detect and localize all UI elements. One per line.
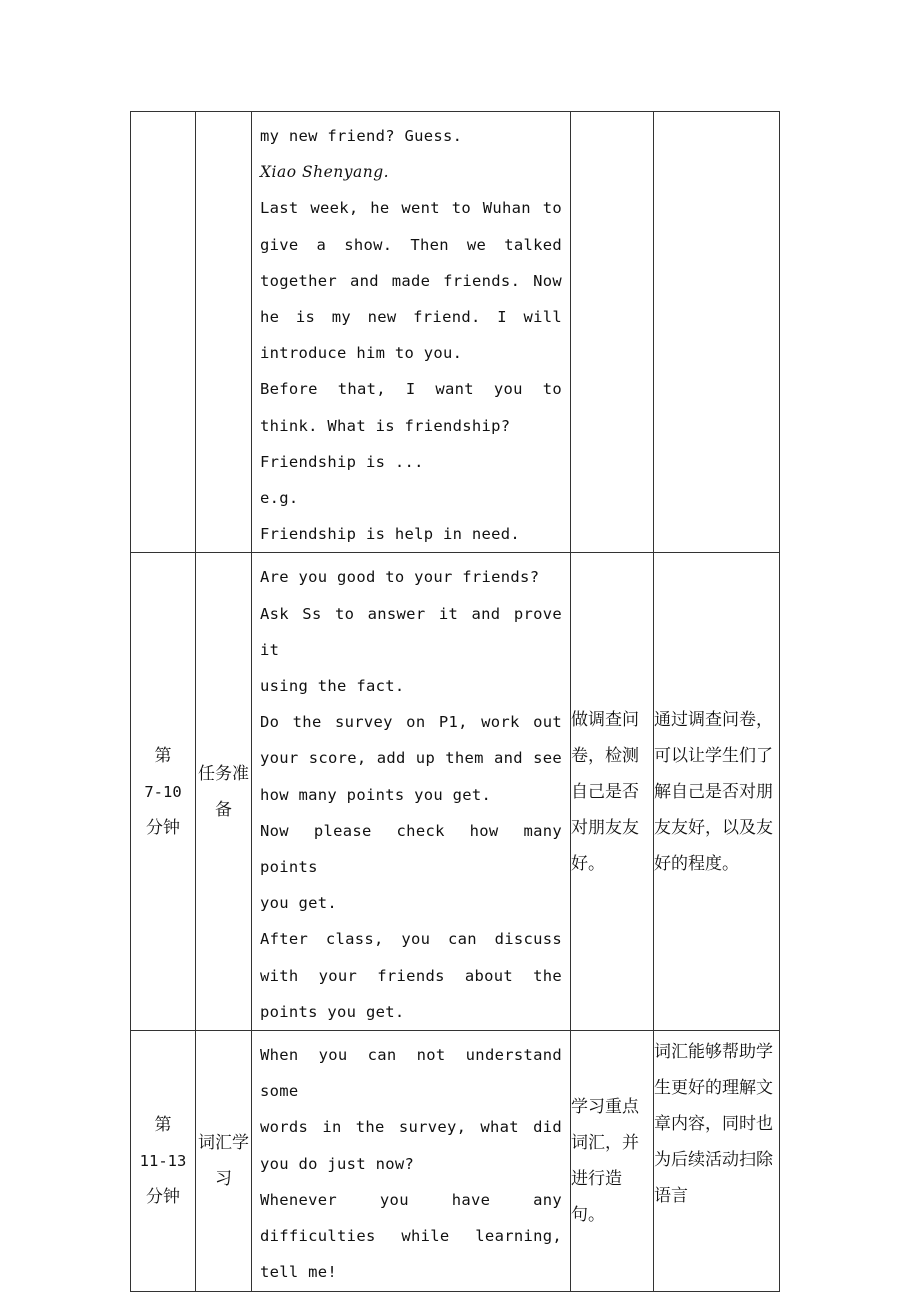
content-line: you do just now? — [260, 1154, 415, 1173]
content-line: using the fact. — [260, 677, 405, 696]
table-row — [131, 1031, 780, 1291]
time-prefix: 第 — [154, 1114, 172, 1135]
time-unit: 分钟 — [146, 817, 180, 838]
content-line: Do the survey on P1, work out — [260, 713, 562, 732]
activity-cell — [571, 112, 654, 553]
content-line: words in the survey, what did — [260, 1118, 562, 1137]
time-cell — [131, 112, 196, 553]
time-unit: 分钟 — [146, 1186, 180, 1207]
content-line: tell me! — [260, 1263, 338, 1282]
time-range: 7-10 — [144, 782, 182, 801]
content-line: difficulties while learning, — [260, 1227, 562, 1246]
time-cell — [131, 553, 196, 1031]
content-line: Friendship is help in need. — [260, 525, 521, 544]
content-line: you get. — [260, 894, 338, 913]
activity-cell: 学习重点词汇，并进行造句。 — [571, 1031, 654, 1291]
time-prefix: 第 — [154, 745, 172, 766]
content-cell — [252, 553, 571, 1031]
purpose-cell: 通过调查问卷，可以让学生们了解自己是否对朋友友好，以及友好的程度。 — [654, 553, 780, 1031]
content-line: think. What is friendship? — [260, 416, 511, 435]
table-row — [131, 553, 780, 1031]
lesson-plan-table — [130, 111, 780, 1292]
stage-cell — [196, 112, 252, 553]
content-line: points you get. — [260, 1002, 405, 1021]
content-line: Now please check how many points — [260, 821, 562, 877]
content-line: Xiao Shenyang. — [260, 163, 390, 182]
content-line: your score, add up them and see — [260, 749, 562, 768]
content-cell — [252, 112, 571, 553]
stage-cell: 词汇学习 — [196, 1031, 252, 1291]
activity-cell: 做调查问卷，检测自己是否对朋友友好。 — [571, 553, 654, 1031]
content-line: together and made friends. Now — [260, 271, 562, 290]
table-row — [131, 112, 780, 553]
time-cell — [131, 1031, 196, 1291]
stage-cell: 任务准备 — [196, 553, 252, 1031]
content-line: e.g. — [260, 489, 299, 508]
content-line: he is my new friend. I will — [260, 308, 562, 327]
content-line: introduce him to you. — [260, 344, 463, 363]
content-cell — [252, 1031, 571, 1291]
content-line: When you can not understand some — [260, 1046, 562, 1101]
purpose-cell — [654, 112, 780, 553]
content-line: Last week, he went to Wuhan to — [260, 199, 562, 218]
content-line: how many points you get. — [260, 785, 492, 804]
purpose-cell: 词汇能够帮助学生更好的理解文章内容，同时也为后续活动扫除语言 — [654, 1031, 780, 1291]
content-line: my new friend? Guess. — [260, 127, 463, 145]
content-line: Ask Ss to answer it and prove it — [260, 604, 562, 659]
content-line: Are you good to your friends? — [260, 568, 540, 587]
content-line: After class, you can discuss — [260, 930, 562, 949]
content-line: Before that, I want you to — [260, 380, 562, 399]
content-line: give a show. Then we talked — [260, 235, 562, 254]
time-range: 11-13 — [139, 1151, 187, 1170]
content-line: Friendship is ... — [260, 452, 424, 471]
content-line: Whenever you have any — [260, 1190, 562, 1209]
content-line: with your friends about the — [260, 966, 562, 985]
